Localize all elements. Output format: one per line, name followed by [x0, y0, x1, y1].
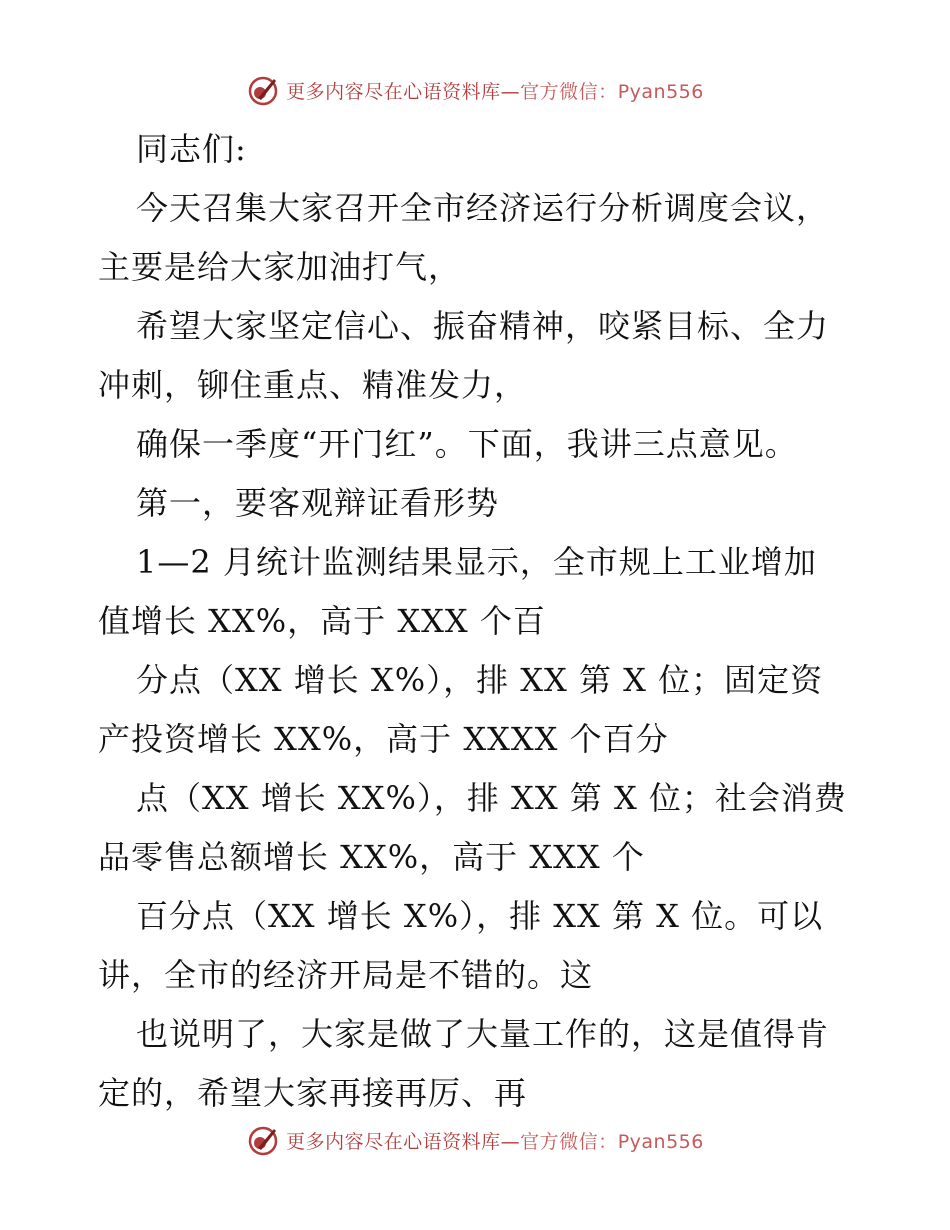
paragraph-line: 定的，希望大家再接再厉、再 [98, 1074, 528, 1112]
paragraph-line: 今天召集大家召开全市经济运行分析调度会议， [136, 189, 830, 227]
document-body [98, 120, 858, 1123]
footer-watermark [0, 1120, 950, 1160]
paragraph-line: 点（XX 增长 XX%），排 XX 第 X 位；社会消费 [136, 779, 847, 817]
salutation: 同志们: [136, 130, 247, 168]
section-heading: 第一，要客观辩证看形势 [136, 484, 500, 522]
paragraph-line: 确保一季度“开门红”。下面，我讲三点意见。 [136, 425, 798, 463]
brand-logo-icon [246, 73, 280, 107]
header-watermark-text: 更多内容尽在心语资料库—官方微信：Pyan556 [286, 80, 704, 103]
paragraph-line: 分点（XX 增长 X%），排 XX 第 X 位；固定资 [136, 661, 824, 699]
brand-logo-icon [246, 1123, 280, 1157]
footer-watermark-text: 更多内容尽在心语资料库—官方微信：Pyan556 [286, 1130, 704, 1153]
paragraph-line: 产投资增长 XX%，高于 XXXX 个百分 [98, 720, 669, 758]
paragraph-line: 1—2 月统计监测结果显示，全市规上工业增加 [136, 543, 817, 581]
paragraph-line: 希望大家坚定信心、振奋精神，咬紧目标、全力 [136, 307, 830, 345]
paragraph-line: 主要是给大家加油打气， [98, 248, 462, 286]
paragraph-line: 百分点（XX 增长 X%），排 XX 第 X 位。可以 [136, 897, 824, 935]
paragraph-line: 讲，全市的经济开局是不错的。这 [98, 956, 594, 994]
paragraph-line: 也说明了，大家是做了大量工作的，这是值得肯 [136, 1015, 830, 1053]
paragraph-line: 品零售总额增长 XX%，高于 XXX 个 [98, 838, 645, 876]
header-watermark [0, 70, 950, 110]
paragraph-line: 值增长 XX%，高于 XXX 个百 [98, 602, 546, 640]
paragraph-line: 冲刺，铆住重点、精准发力， [98, 366, 528, 404]
